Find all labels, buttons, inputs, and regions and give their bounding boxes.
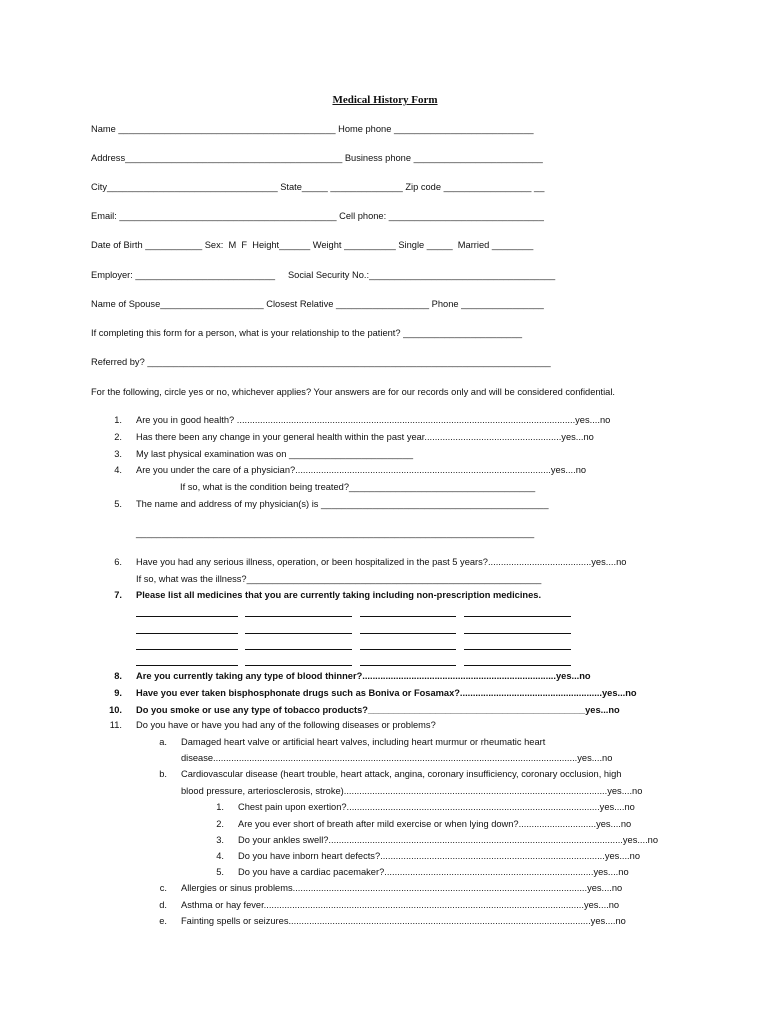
instructions-text: For the following, circle yes or no, whichever applies? Your answers are for our records only and will be considered confidential. <box>91 387 615 397</box>
q11b4-text[interactable]: Do you have inborn heart defects?.......................................................................................yes....no <box>238 851 640 861</box>
q10-text[interactable]: Do you smoke or use any type of tobacco products?__________________________________________yes...no <box>136 705 620 715</box>
medicine-blank[interactable] <box>136 633 238 634</box>
q11b2-number: 2. <box>216 819 224 829</box>
q11b-answer[interactable]: blood pressure, arteriosclerosis, stroke)......................................................................................................yes....no <box>181 786 643 796</box>
referred-by-line[interactable]: Referred by? ______________________________________________________________________________ <box>91 357 551 367</box>
q8-text[interactable]: Are you currently taking any type of blood thinner?...........................................................................yes...no <box>136 671 591 681</box>
medicine-blank[interactable] <box>136 649 238 650</box>
address-business-phone-line[interactable]: Address__________________________________________ Business phone _________________________ <box>91 153 543 163</box>
q9-number: 9. <box>114 688 122 698</box>
q11b4-number: 4. <box>216 851 224 861</box>
form-title: Medical History Form <box>332 94 438 106</box>
name-home-phone-line[interactable]: Name __________________________________________ Home phone ___________________________ <box>91 124 534 134</box>
medicine-blank[interactable] <box>360 665 456 666</box>
q11e-label: e. <box>159 916 167 926</box>
q11-number: 11. <box>109 720 122 730</box>
q4-number: 4. <box>114 465 122 475</box>
q7-number: 7. <box>114 590 122 600</box>
employer-ssn-line[interactable]: Employer: ___________________________ Social Security No.:____________________________________ <box>91 270 556 280</box>
q11b3-text[interactable]: Do your ankles swell?..................................................................................................................yes....no <box>238 835 659 845</box>
q5-text[interactable]: The name and address of my physician(s) is ____________________________________________ <box>136 499 549 509</box>
q3-text[interactable]: My last physical examination was on ________________________ <box>136 449 414 459</box>
relationship-line[interactable]: If completing this form for a person, what is your relationship to the patient? _______________________ <box>91 328 523 338</box>
q2-number: 2. <box>114 432 122 442</box>
q1-text[interactable]: Are you in good health? ...................................................................................................................................yes....no <box>136 415 611 425</box>
q11d-text[interactable]: Asthma or hay fever............................................................................................................................yes....no <box>181 900 620 910</box>
email-cell-phone-line[interactable]: Email: __________________________________________ Cell phone: ______________________________ <box>91 211 544 221</box>
q11a-label: a. <box>159 737 167 747</box>
q11b-label: b. <box>159 769 167 779</box>
city-state-zip-line[interactable]: City_________________________________ State_____ ______________ Zip code _________________ __ <box>91 182 545 192</box>
q11a-text: Damaged heart valve or artificial heart valves, including heart murmur or rheumatic heart <box>181 737 546 747</box>
q2-text[interactable]: Has there been any change in your general health within the past year.....................................................yes...no <box>136 432 594 442</box>
medicine-blank[interactable] <box>136 616 238 617</box>
q10-number: 10. <box>109 705 122 715</box>
q5-number: 5. <box>114 499 122 509</box>
spouse-relative-phone-line[interactable]: Name of Spouse____________________ Closest Relative __________________ Phone ________________ <box>91 299 544 309</box>
q6-number: 6. <box>114 557 122 567</box>
medicine-blank[interactable] <box>464 649 571 650</box>
q11b5-number: 5. <box>216 867 224 877</box>
q11e-text[interactable]: Fainting spells or seizures.....................................................................................................................yes....no <box>181 916 626 926</box>
q11c-label: c. <box>159 883 167 893</box>
q11b1-number: 1. <box>216 802 224 812</box>
medicine-blank[interactable] <box>464 665 571 666</box>
q11a-answer[interactable]: disease.............................................................................................................................................yes....no <box>181 753 613 763</box>
q7-text: Please list all medicines that you are currently taking including non-prescription medicines. <box>136 590 542 600</box>
q11-text: Do you have or have you had any of the following diseases or problems? <box>136 720 436 730</box>
medicine-blank[interactable] <box>464 616 571 617</box>
q11b2-text[interactable]: Are you ever short of breath after mild exercise or when lying down?..............................yes....no <box>238 819 632 829</box>
q4-text[interactable]: Are you under the care of a physician?...................................................................................................yes....no <box>136 465 587 475</box>
q3-number: 3. <box>114 449 122 459</box>
medicine-blank[interactable] <box>245 649 352 650</box>
medicine-blank[interactable] <box>360 616 456 617</box>
q5-extra-line[interactable]: _____________________________________________________________________________ <box>136 528 535 538</box>
q11b1-text[interactable]: Chest pain upon exertion?..................................................................................................yes....no <box>238 802 635 812</box>
q11b3-number: 3. <box>216 835 224 845</box>
q11c-text[interactable]: Allergies or sinus problems..................................................................................................................yes....no <box>181 883 623 893</box>
medicine-blank[interactable] <box>136 665 238 666</box>
q11b-text: Cardiovascular disease (heart trouble, heart attack, angina, coronary insufficiency, coronary occlusion, high <box>181 769 622 779</box>
medicine-blank[interactable] <box>245 633 352 634</box>
dob-sex-height-weight-line[interactable]: Date of Birth ___________ Sex: M F Height______ Weight __________ Single _____ Married ________ <box>91 240 534 250</box>
q8-number: 8. <box>114 671 122 681</box>
q11d-label: d. <box>159 900 167 910</box>
q9-text[interactable]: Have you ever taken bisphosphonate drugs such as Boniva or Fosamax?.......................................................yes...no <box>136 688 637 698</box>
medicine-blank[interactable] <box>360 649 456 650</box>
medicine-blank[interactable] <box>464 633 571 634</box>
medicine-blank[interactable] <box>360 633 456 634</box>
q11b5-text[interactable]: Do you have a cardiac pacemaker?.................................................................................yes....no <box>238 867 629 877</box>
q4-followup[interactable]: If so, what is the condition being treated?____________________________________ <box>180 482 536 492</box>
q1-number: 1. <box>114 415 122 425</box>
q6-text[interactable]: Have you had any serious illness, operation, or been hospitalized in the past 5 years?........................................yes....no <box>136 557 627 567</box>
medicine-blank[interactable] <box>245 616 352 617</box>
medicine-blank[interactable] <box>245 665 352 666</box>
q6-followup[interactable]: If so, what was the illness?_________________________________________________________ <box>136 574 542 584</box>
